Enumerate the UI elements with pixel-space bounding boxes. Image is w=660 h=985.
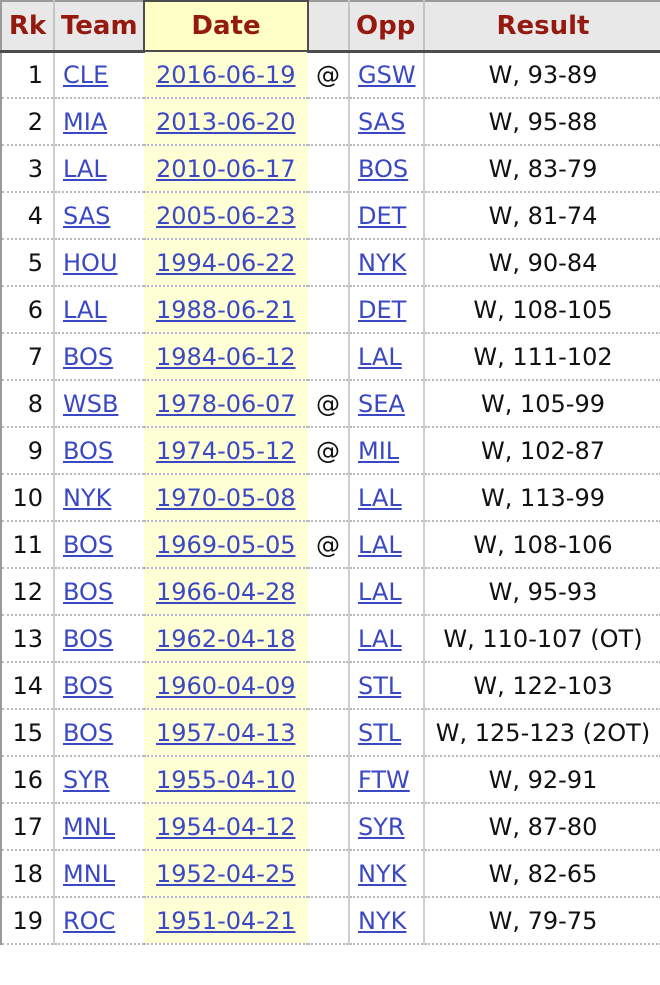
column-header-team[interactable]: Team [54, 1, 144, 51]
date-link[interactable]: 1994-06-22 [156, 248, 296, 277]
team-cell [54, 850, 144, 897]
result-cell: W, 108-105 [424, 286, 660, 333]
table-body [1, 51, 660, 944]
date-link[interactable]: 1984-06-12 [156, 342, 296, 371]
team-link[interactable]: BOS [63, 342, 114, 371]
team-cell [54, 380, 144, 427]
rank-cell: 12 [1, 568, 54, 615]
opp-link[interactable]: GSW [358, 60, 416, 89]
result-cell: W, 95-88 [424, 98, 660, 145]
team-cell [54, 145, 144, 192]
result-cell: W, 83-79 [424, 145, 660, 192]
date-link[interactable]: 1960-04-09 [156, 671, 296, 700]
team-link[interactable]: BOS [63, 718, 114, 747]
date-link[interactable]: 2013-06-20 [156, 107, 296, 136]
date-cell [144, 709, 308, 756]
date-link[interactable]: 1957-04-13 [156, 718, 296, 747]
date-cell [144, 662, 308, 709]
table-row [1, 98, 660, 145]
result-cell: W, 102-87 [424, 427, 660, 474]
rank-cell: 16 [1, 756, 54, 803]
team-link[interactable]: NYK [63, 483, 112, 512]
date-link[interactable]: 1951-04-21 [156, 906, 296, 935]
opp-link[interactable]: FTW [358, 765, 410, 794]
team-link[interactable]: BOS [63, 530, 114, 559]
opp-link[interactable]: LAL [358, 624, 402, 653]
opp-link[interactable]: LAL [358, 577, 402, 606]
date-link[interactable]: 1952-04-25 [156, 859, 296, 888]
opp-cell [349, 897, 424, 944]
opp-link[interactable]: LAL [358, 342, 402, 371]
table-row [1, 286, 660, 333]
date-cell [144, 474, 308, 521]
at-symbol: @ [308, 380, 349, 427]
opp-link[interactable]: NYK [358, 859, 407, 888]
result-cell: W, 81-74 [424, 192, 660, 239]
opp-cell [349, 850, 424, 897]
at-symbol [308, 662, 349, 709]
team-cell [54, 333, 144, 380]
column-header-rank[interactable]: Rk [1, 1, 54, 51]
result-cell: W, 93-89 [424, 51, 660, 98]
opp-cell [349, 98, 424, 145]
team-link[interactable]: WSB [63, 389, 119, 418]
team-link[interactable]: CLE [63, 60, 109, 89]
team-link[interactable]: MNL [63, 812, 116, 841]
result-cell: W, 113-99 [424, 474, 660, 521]
column-header-result[interactable]: Result [424, 1, 660, 51]
date-link[interactable]: 1969-05-05 [156, 530, 296, 559]
at-symbol [308, 286, 349, 333]
date-cell [144, 333, 308, 380]
opp-link[interactable]: LAL [358, 530, 402, 559]
rank-cell: 8 [1, 380, 54, 427]
date-cell [144, 615, 308, 662]
result-cell: W, 92-91 [424, 756, 660, 803]
opp-cell [349, 662, 424, 709]
date-link[interactable]: 1954-04-12 [156, 812, 296, 841]
team-cell [54, 709, 144, 756]
opp-cell [349, 286, 424, 333]
table-row [1, 474, 660, 521]
table-row [1, 333, 660, 380]
rank-cell: 2 [1, 98, 54, 145]
rank-cell: 19 [1, 897, 54, 944]
opp-link[interactable]: LAL [358, 483, 402, 512]
table-row [1, 380, 660, 427]
result-cell: W, 105-99 [424, 380, 660, 427]
rank-cell: 17 [1, 803, 54, 850]
opp-link[interactable]: SAS [358, 107, 406, 136]
table-row [1, 756, 660, 803]
result-cell: W, 87-80 [424, 803, 660, 850]
opp-cell [349, 51, 424, 98]
opp-cell [349, 333, 424, 380]
team-cell [54, 192, 144, 239]
team-link[interactable]: SYR [63, 765, 110, 794]
opp-cell [349, 145, 424, 192]
result-cell: W, 108-106 [424, 521, 660, 568]
team-cell [54, 286, 144, 333]
date-cell [144, 850, 308, 897]
date-link[interactable]: 1955-04-10 [156, 765, 296, 794]
team-link[interactable]: BOS [63, 577, 114, 606]
table-header [1, 1, 660, 51]
at-symbol: @ [308, 51, 349, 98]
rank-cell: 18 [1, 850, 54, 897]
rank-cell: 6 [1, 286, 54, 333]
date-cell [144, 803, 308, 850]
table-row [1, 662, 660, 709]
opp-link[interactable]: MIL [358, 436, 400, 465]
team-link[interactable]: BOS [63, 624, 114, 653]
date-link[interactable]: 1974-05-12 [156, 436, 296, 465]
team-link[interactable]: BOS [63, 436, 114, 465]
table-row [1, 521, 660, 568]
team-cell [54, 427, 144, 474]
team-link[interactable]: HOU [63, 248, 118, 277]
at-symbol [308, 709, 349, 756]
at-symbol [308, 756, 349, 803]
date-cell [144, 756, 308, 803]
table-row [1, 709, 660, 756]
header-row [1, 1, 660, 51]
date-link[interactable]: 1978-06-07 [156, 389, 296, 418]
result-cell: W, 82-65 [424, 850, 660, 897]
column-header-date-sorted[interactable]: Date [144, 1, 308, 51]
at-symbol [308, 239, 349, 286]
team-cell [54, 568, 144, 615]
result-cell: W, 110-107 (OT) [424, 615, 660, 662]
opp-cell [349, 709, 424, 756]
table-row [1, 897, 660, 944]
opp-cell [349, 521, 424, 568]
table-row [1, 568, 660, 615]
date-link[interactable]: 1966-04-28 [156, 577, 296, 606]
column-header-opponent[interactable]: Opp [349, 1, 424, 51]
date-cell [144, 192, 308, 239]
rank-cell: 3 [1, 145, 54, 192]
date-link[interactable]: 1962-04-18 [156, 624, 296, 653]
date-cell [144, 51, 308, 98]
rank-cell: 10 [1, 474, 54, 521]
opp-cell [349, 474, 424, 521]
at-symbol [308, 192, 349, 239]
team-cell [54, 521, 144, 568]
opp-cell [349, 192, 424, 239]
date-link[interactable]: 1970-05-08 [156, 483, 296, 512]
rank-cell: 9 [1, 427, 54, 474]
team-cell [54, 51, 144, 98]
team-cell [54, 803, 144, 850]
opp-cell [349, 380, 424, 427]
at-symbol: @ [308, 427, 349, 474]
rank-cell: 11 [1, 521, 54, 568]
date-cell [144, 286, 308, 333]
opp-link[interactable]: NYK [358, 248, 407, 277]
opp-link[interactable]: STL [358, 718, 402, 747]
table-row [1, 51, 660, 98]
result-cell: W, 125-123 (2OT) [424, 709, 660, 756]
date-cell [144, 239, 308, 286]
team-cell [54, 615, 144, 662]
opp-link[interactable]: DET [358, 201, 407, 230]
team-cell [54, 239, 144, 286]
table-row [1, 239, 660, 286]
rank-cell: 1 [1, 51, 54, 98]
team-link[interactable]: MNL [63, 859, 116, 888]
date-cell [144, 897, 308, 944]
opp-link[interactable]: NYK [358, 906, 407, 935]
date-cell [144, 145, 308, 192]
opp-cell [349, 568, 424, 615]
at-symbol [308, 333, 349, 380]
opp-cell [349, 427, 424, 474]
result-cell: W, 95-93 [424, 568, 660, 615]
team-cell [54, 897, 144, 944]
date-link[interactable]: 2010-06-17 [156, 154, 296, 183]
team-link[interactable]: LAL [63, 154, 107, 183]
opp-link[interactable]: SEA [358, 389, 405, 418]
table-row [1, 850, 660, 897]
opp-link[interactable]: SYR [358, 812, 405, 841]
date-cell [144, 568, 308, 615]
team-cell [54, 756, 144, 803]
opp-cell [349, 239, 424, 286]
at-symbol [308, 615, 349, 662]
opp-cell [349, 615, 424, 662]
team-link[interactable]: SAS [63, 201, 111, 230]
at-symbol: @ [308, 521, 349, 568]
date-link[interactable]: 1988-06-21 [156, 295, 296, 324]
result-cell: W, 122-103 [424, 662, 660, 709]
at-symbol [308, 98, 349, 145]
team-link[interactable]: LAL [63, 295, 107, 324]
at-symbol [308, 145, 349, 192]
result-cell: W, 111-102 [424, 333, 660, 380]
opp-link[interactable]: BOS [358, 154, 409, 183]
at-symbol [308, 474, 349, 521]
table-row [1, 803, 660, 850]
opp-link[interactable]: STL [358, 671, 402, 700]
date-cell [144, 521, 308, 568]
rank-cell: 5 [1, 239, 54, 286]
team-cell [54, 98, 144, 145]
opp-cell [349, 756, 424, 803]
table-row [1, 427, 660, 474]
table-row [1, 192, 660, 239]
result-cell: W, 79-75 [424, 897, 660, 944]
date-cell [144, 98, 308, 145]
table-row [1, 615, 660, 662]
rank-cell: 7 [1, 333, 54, 380]
rank-cell: 4 [1, 192, 54, 239]
date-link[interactable]: 2016-06-19 [156, 60, 296, 89]
rank-cell: 13 [1, 615, 54, 662]
team-link[interactable]: BOS [63, 671, 114, 700]
column-header-location[interactable] [308, 1, 349, 51]
date-cell [144, 427, 308, 474]
date-cell [144, 380, 308, 427]
at-symbol [308, 568, 349, 615]
team-cell [54, 662, 144, 709]
opp-link[interactable]: DET [358, 295, 407, 324]
at-symbol [308, 897, 349, 944]
team-link[interactable]: ROC [63, 906, 116, 935]
result-cell: W, 90-84 [424, 239, 660, 286]
opp-cell [349, 803, 424, 850]
date-link[interactable]: 2005-06-23 [156, 201, 296, 230]
at-symbol [308, 850, 349, 897]
team-link[interactable]: MIA [63, 107, 108, 136]
at-symbol [308, 803, 349, 850]
rank-cell: 14 [1, 662, 54, 709]
table-row [1, 145, 660, 192]
rank-cell: 15 [1, 709, 54, 756]
team-cell [54, 474, 144, 521]
